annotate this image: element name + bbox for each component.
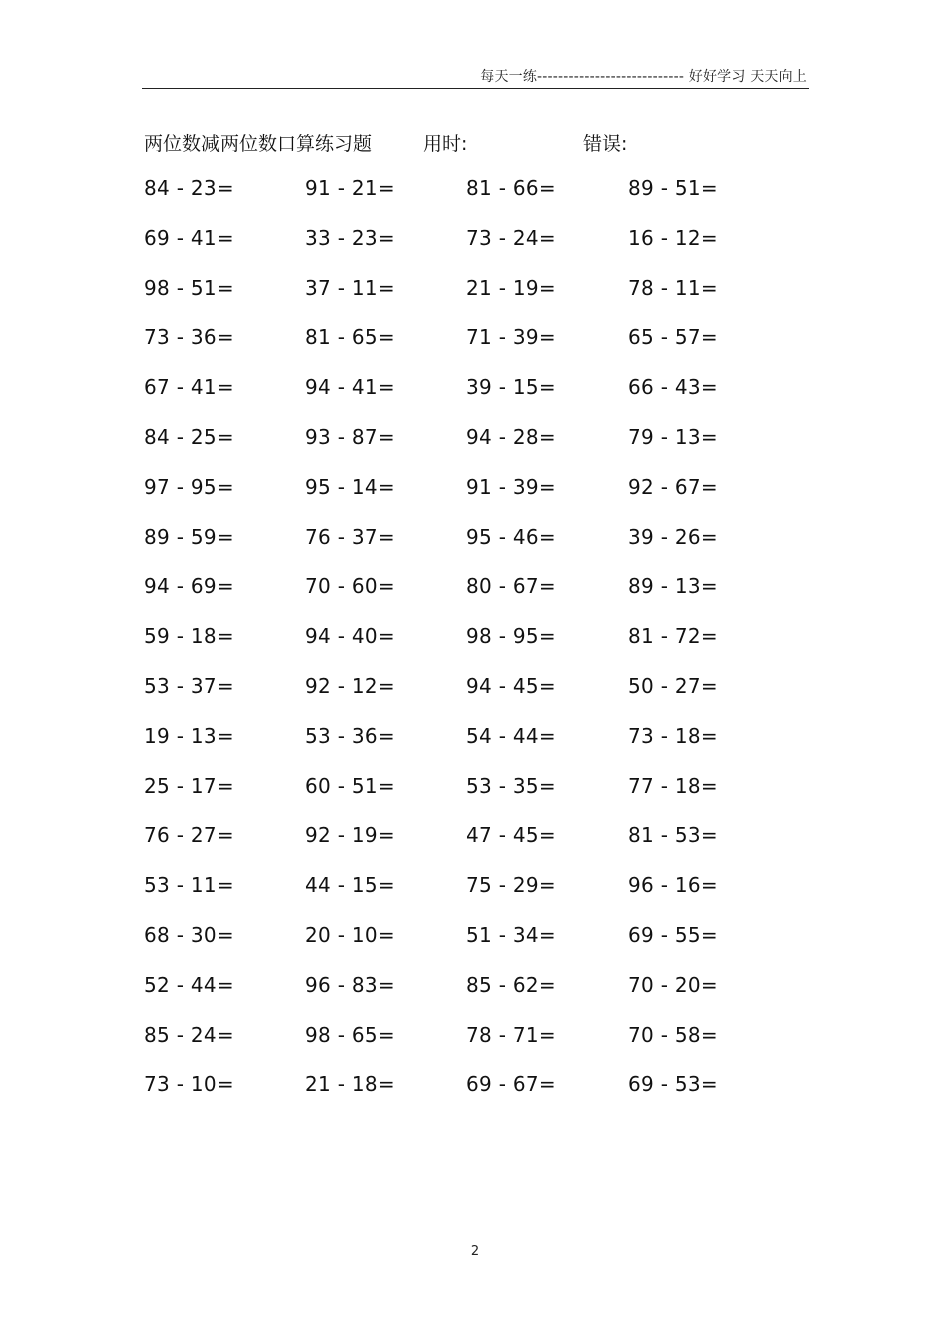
problem-item: 89 - 51=: [628, 176, 718, 200]
problem-row: [144, 325, 784, 375]
errors-label: 错误:: [583, 133, 628, 155]
problem-item: 98 - 65=: [305, 1022, 395, 1047]
problem-row: [144, 624, 784, 674]
problem-grid: [144, 176, 784, 1122]
problem-item: 73 - 24=: [466, 225, 556, 250]
problem-item: 73 - 10=: [144, 1072, 234, 1097]
problem-row: [144, 226, 784, 276]
problem-item: 51 - 34=: [466, 922, 556, 947]
problem-item: 73 - 18=: [628, 723, 718, 748]
problem-item: 81 - 72=: [628, 624, 718, 649]
problem-item: 20 - 10=: [305, 922, 395, 947]
problem-row: [144, 973, 784, 1023]
problem-item: 89 - 13=: [628, 574, 718, 599]
problem-row: [144, 724, 784, 774]
problem-item: 69 - 41=: [144, 225, 234, 250]
problem-item: 66 - 43=: [628, 375, 718, 400]
problem-row: [144, 574, 784, 624]
problem-item: 69 - 55=: [628, 922, 718, 947]
problem-item: 67 - 41=: [144, 375, 234, 400]
problem-item: 47 - 45=: [466, 823, 556, 848]
problem-item: 16 - 12=: [628, 225, 718, 250]
problem-item: 81 - 66=: [466, 176, 556, 200]
problem-item: 54 - 44=: [466, 723, 556, 748]
problem-item: 84 - 25=: [144, 424, 234, 449]
problem-item: 39 - 26=: [628, 524, 718, 549]
problem-row: [144, 276, 784, 326]
problem-item: 70 - 58=: [628, 1022, 718, 1047]
problem-row: [144, 1072, 784, 1122]
problem-item: 80 - 67=: [466, 574, 556, 599]
problem-item: 96 - 16=: [628, 873, 718, 898]
problem-item: 59 - 18=: [144, 624, 234, 649]
problem-row: [144, 674, 784, 724]
problem-row: [144, 425, 784, 475]
problem-item: 53 - 36=: [305, 723, 395, 748]
title-row: [144, 129, 784, 155]
problem-item: 70 - 20=: [628, 972, 718, 997]
problem-item: 92 - 67=: [628, 474, 718, 499]
problem-item: 76 - 37=: [305, 524, 395, 549]
problem-row: [144, 375, 784, 425]
problem-item: 52 - 44=: [144, 972, 234, 997]
problem-item: 92 - 12=: [305, 673, 395, 698]
problem-row: [144, 475, 784, 525]
problem-item: 44 - 15=: [305, 873, 395, 898]
problem-item: 94 - 45=: [466, 673, 556, 698]
problem-item: 39 - 15=: [466, 375, 556, 400]
problem-item: 95 - 46=: [466, 524, 556, 549]
page-header: [142, 62, 809, 89]
problem-item: 53 - 37=: [144, 673, 234, 698]
problem-item: 21 - 18=: [305, 1072, 395, 1097]
problem-item: 53 - 11=: [144, 873, 234, 898]
problem-item: 76 - 27=: [144, 823, 234, 848]
problem-item: 71 - 39=: [466, 325, 556, 350]
problem-item: 68 - 30=: [144, 922, 234, 947]
problem-row: [144, 873, 784, 923]
problem-item: 37 - 11=: [305, 275, 395, 300]
problem-item: 89 - 59=: [144, 524, 234, 549]
problem-item: 81 - 65=: [305, 325, 395, 350]
problem-item: 96 - 83=: [305, 972, 395, 997]
problem-item: 53 - 35=: [466, 773, 556, 798]
problem-item: 21 - 19=: [466, 275, 556, 300]
problem-item: 94 - 69=: [144, 574, 234, 599]
problem-row: [144, 176, 784, 226]
problem-item: 92 - 19=: [305, 823, 395, 848]
problem-item: 19 - 13=: [144, 723, 234, 748]
problem-item: 85 - 62=: [466, 972, 556, 997]
page-number: 2: [470, 1244, 480, 1259]
problem-item: 81 - 53=: [628, 823, 718, 848]
problem-item: 73 - 36=: [144, 325, 234, 350]
header-text: 每天一练---------------------------- 好好学习 天天向上: [480, 69, 807, 85]
problem-item: 97 - 95=: [144, 474, 234, 499]
time-label: 用时:: [423, 133, 468, 155]
problem-item: 94 - 40=: [305, 624, 395, 649]
worksheet-title: 两位数减两位数口算练习题: [144, 133, 373, 155]
problem-item: 25 - 17=: [144, 773, 234, 798]
problem-item: 60 - 51=: [305, 773, 395, 798]
problem-item: 95 - 14=: [305, 474, 395, 499]
problem-item: 69 - 53=: [628, 1072, 718, 1097]
problem-row: [144, 823, 784, 873]
problem-item: 77 - 18=: [628, 773, 718, 798]
problem-item: 78 - 71=: [466, 1022, 556, 1047]
problem-item: 50 - 27=: [628, 673, 718, 698]
problem-row: [144, 1023, 784, 1073]
problem-item: 78 - 11=: [628, 275, 718, 300]
problem-item: 33 - 23=: [305, 225, 395, 250]
problem-item: 91 - 21=: [305, 176, 395, 200]
problem-item: 75 - 29=: [466, 873, 556, 898]
problem-item: 93 - 87=: [305, 424, 395, 449]
problem-item: 98 - 95=: [466, 624, 556, 649]
problem-item: 98 - 51=: [144, 275, 234, 300]
problem-row: [144, 525, 784, 575]
problem-row: [144, 923, 784, 973]
problem-item: 70 - 60=: [305, 574, 395, 599]
problem-item: 84 - 23=: [144, 176, 234, 200]
problem-item: 65 - 57=: [628, 325, 718, 350]
problem-item: 69 - 67=: [466, 1072, 556, 1097]
problem-item: 85 - 24=: [144, 1022, 234, 1047]
problem-row: [144, 774, 784, 824]
problem-item: 94 - 28=: [466, 424, 556, 449]
problem-item: 94 - 41=: [305, 375, 395, 400]
problem-item: 91 - 39=: [466, 474, 556, 499]
problem-item: 79 - 13=: [628, 424, 718, 449]
